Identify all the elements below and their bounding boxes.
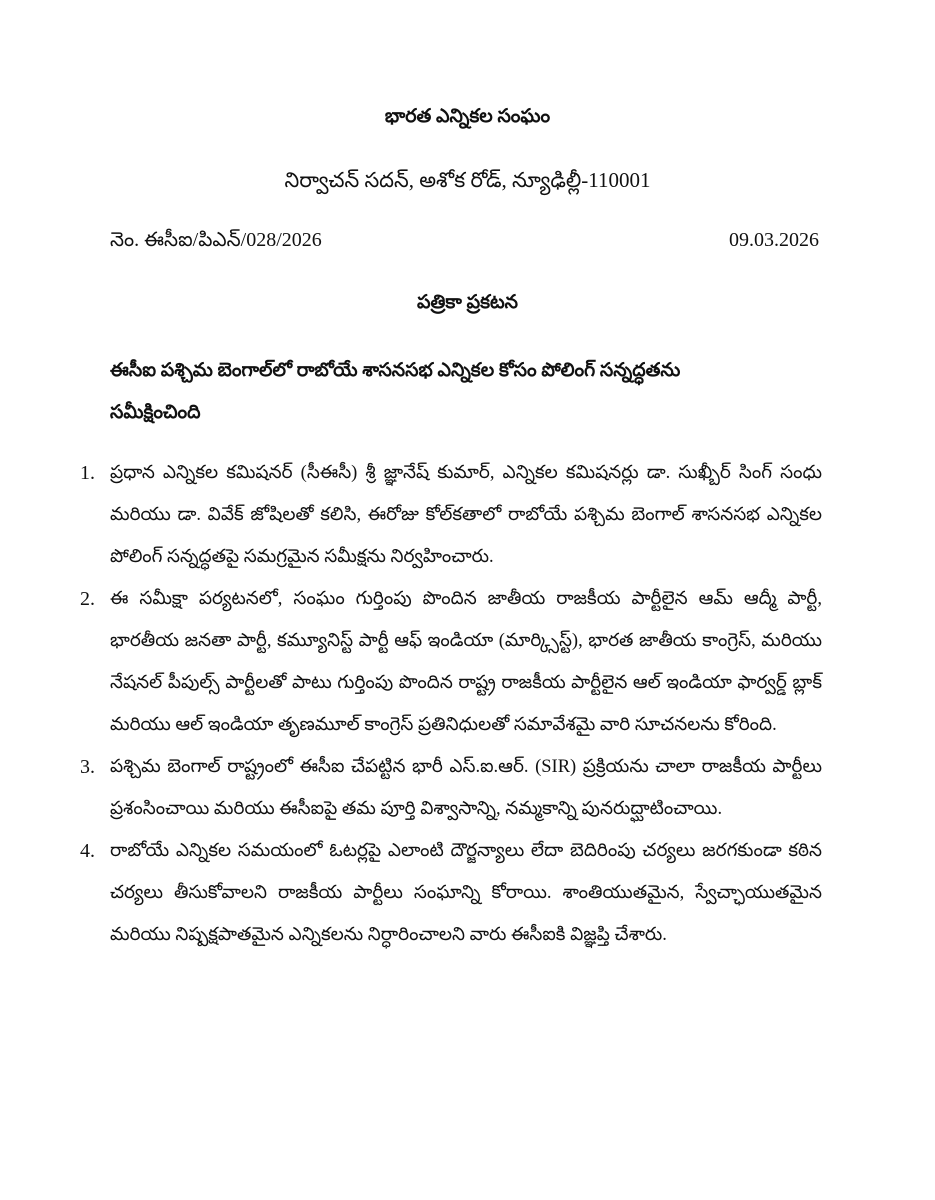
list-item (80, 452, 822, 578)
item-text: పశ్చిమ బెంగాల్ రాష్ట్రంలో ఈసీఐ చేపట్టిన భారీ ఎస్.ఐ.ఆర్. (SIR) ప్రక్రియను చాలా రాజకీయ పార్టీలు ప్రశంసించాయి మరియు ఈసీఐపై తమ పూర్తి విశ్వాసాన్ని, నమ్మకాన్ని పునరుద్ఘాటించాయి. (110, 757, 822, 819)
list-item (80, 746, 822, 830)
item-number: 4. (80, 840, 95, 862)
item-number: 2. (80, 588, 95, 610)
item-text: రాబోయే ఎన్నికల సమయంలో ఓటర్లపై ఎలాంటి దౌర్జన్యాలు లేదా బెదిరింపు చర్యలు జరగకుండా కఠిన చర్యలు తీసుకోవాలని రాజకీయ పార్టీలు సంఘాన్ని కోరాయి. శాంతియుతమైన, స్వేచ్ఛాయుతమైన మరియు నిష్పక్షపాతమైన ఎన్నికలను నిర్ధారించాలని వారు ఈసీఐకి విజ్ఞప్తి చేశారు. (110, 841, 822, 945)
subject: ఈసీఐ పశ్చిమ బెంగాల్‌లో రాబోయే శాసనసభ ఎన్నికల కోసం పోలింగ్ సన్నద్ధతను సమీక్షించింది (110, 360, 681, 423)
organization-title: భారత ఎన్నికల సంఘం (384, 106, 551, 127)
item-number: 1. (80, 462, 95, 484)
item-number: 3. (80, 756, 95, 778)
press-release-heading: పత్రికా ప్రకటన (416, 292, 519, 313)
list-item (80, 830, 822, 956)
date: 09.03.2026 (729, 229, 819, 251)
reference-number: నెం. ఈసీఐ/పిఎన్/028/2026 (110, 229, 322, 251)
list-item (80, 578, 822, 746)
item-text: ప్రధాన ఎన్నికల కమిషనర్ (సీఈసీ) శ్రీ జ్ఞానేష్ కుమార్, ఎన్నికల కమిషనర్లు డా. సుఖ్బీర్ సింగ్ సంధు మరియు డా. వివేక్ జోషిలతో కలిసి, ఈరోజు కోల్‌కతాలో రాబోయే పశ్చిమ బెంగాల్ శాసనసభ ఎన్నికల పోలింగ్ సన్నద్ధతపై సమగ్రమైన సమీక్షను నిర్వహించారు. (110, 463, 822, 567)
item-text: ఈ సమీక్షా పర్యటనలో, సంఘం గుర్తింపు పొందిన జాతీయ రాజకీయ పార్టీలైన ఆమ్ ఆద్మీ పార్టీ, భారతీయ జనతా పార్టీ, కమ్యూనిస్ట్ పార్టీ ఆఫ్ ఇండియా (మార్క్సిస్ట్), భారత జాతీయ కాంగ్రెస్, మరియు నేషనల్ పీపుల్స్ పార్టీలతో పాటు గుర్తింపు పొందిన రాష్ట్ర రాజకీయ పార్టీలైన ఆల్ ఇండియా ఫార్వర్డ్ బ్లాక్ మరియు ఆల్ ఇండియా తృణమూల్ కాంగ్రెస్ ప్రతినిధులతో సమావేశమై వారి సూచనలను కోరింది. (110, 589, 822, 735)
address: నిర్వాచన్ సదన్, అశోక రోడ్, న్యూఢిల్లీ-110001 (284, 168, 651, 192)
numbered-list (80, 452, 822, 956)
